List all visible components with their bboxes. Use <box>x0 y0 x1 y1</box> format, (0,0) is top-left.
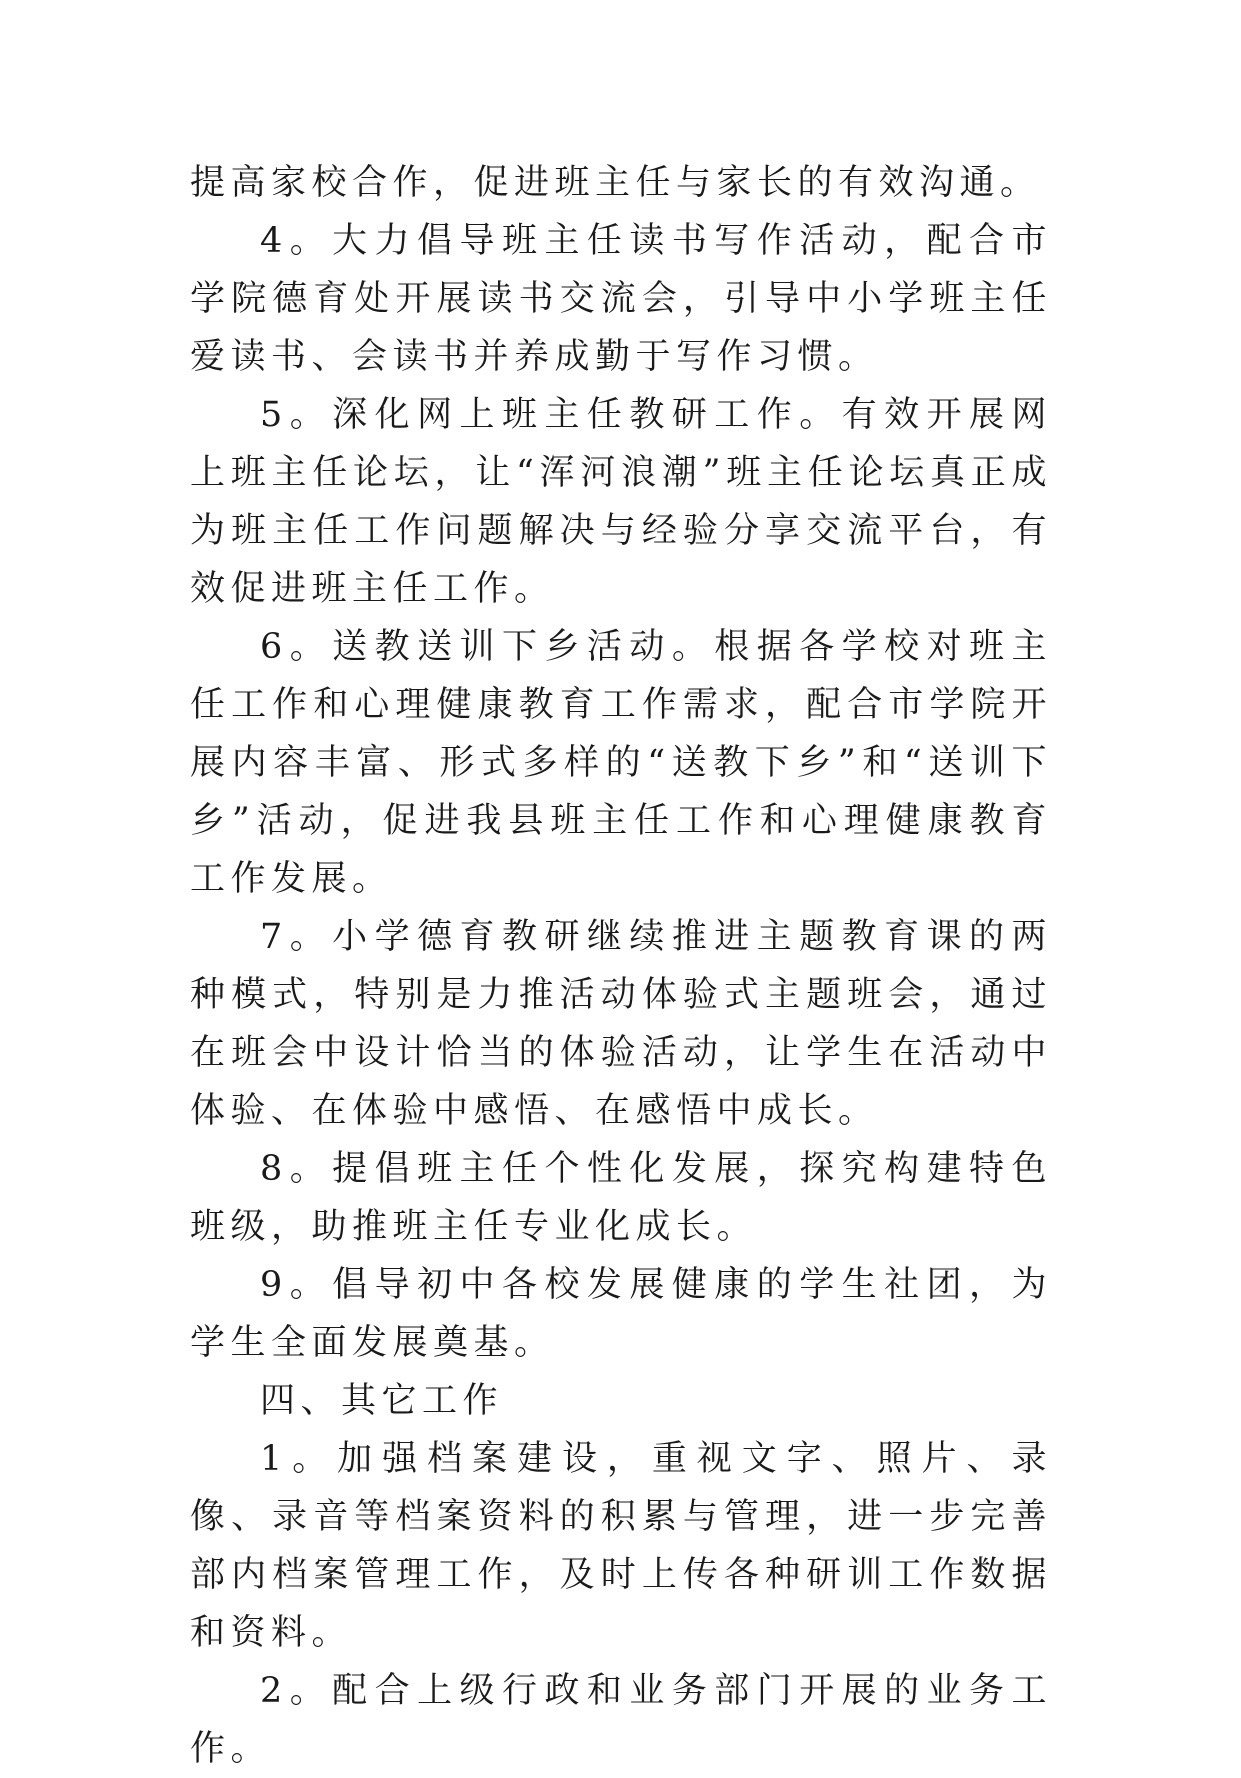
paragraph-item-6-rural-outreach: 6。送教送训下乡活动。根据各学校对班主任工作和心理健康教育工作需求，配合市学院开展内容丰富、形式多样的“送教下乡”和“送训下乡”活动，促进我县班主任工作和心理健康教育工作发展。 <box>190 627 1052 899</box>
paragraph-other-item-2-cooperation: 2。配合上级行政和业务部门开展的业务工作。 <box>190 1671 1052 1769</box>
paragraph-item-4-reading-writing: 4。大力倡导班主任读书写作活动，配合市学院德育处开展读书交流会，引导中小学班主任爱读书、会读书并养成勤于写作习惯。 <box>190 221 1052 377</box>
paragraph-item-7-moral-education: 7。小学德育教研继续推进主题教育课的两种模式，特别是力推活动体验式主题班会，通过在班会中设计恰当的体验活动，让学生在活动中体验、在体验中感悟、在感悟中成长。 <box>190 917 1052 1131</box>
paragraph-item-8-personalized-development: 8。提倡班主任个性化发展，探究构建特色班级，助推班主任专业化成长。 <box>190 1149 1052 1247</box>
document-body <box>190 154 1052 1778</box>
paragraph-item-5-online-research: 5。深化网上班主任教研工作。有效开展网上班主任论坛，让“浑河浪潮”班主任论坛真正成为班主任工作问题解决与经验分享交流平台，有效促进班主任工作。 <box>190 395 1052 609</box>
paragraph-item-9-student-clubs: 9。倡导初中各校发展健康的学生社团，为学生全面发展奠基。 <box>190 1265 1052 1363</box>
paragraph-continuation: 提高家校合作，促进班主任与家长的有效沟通。 <box>190 163 1041 203</box>
paragraph-other-item-1-archives: 1。加强档案建设，重视文字、照片、录像、录音等档案资料的积累与管理，进一步完善部内档案管理工作，及时上传各种研训工作数据和资料。 <box>190 1439 1052 1653</box>
section-heading-other-work: 四、其它工作 <box>260 1381 504 1421</box>
